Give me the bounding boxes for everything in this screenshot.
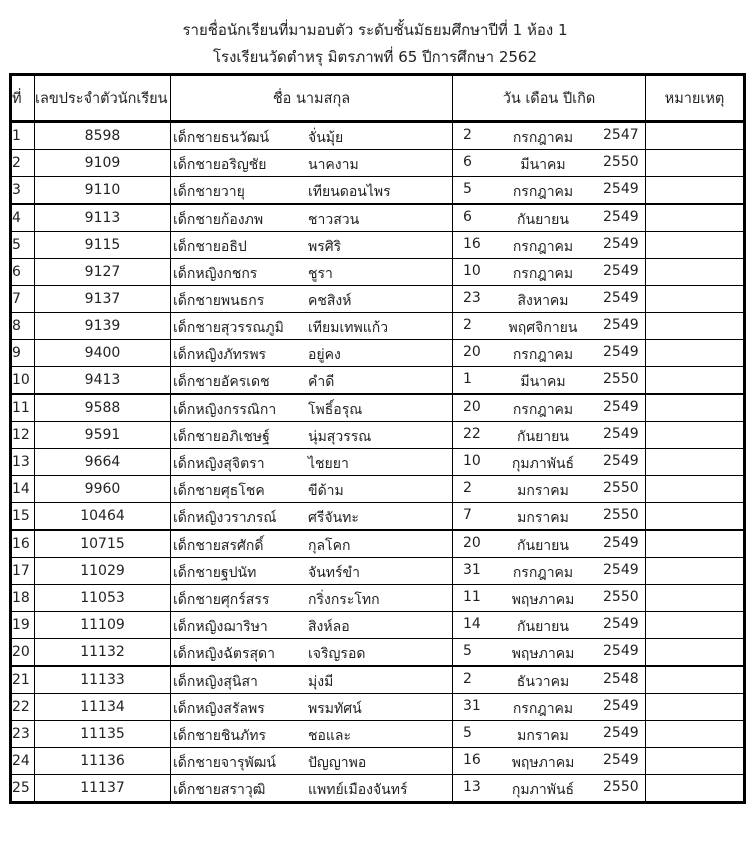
cell-student-id: 8598 — [35, 122, 171, 150]
last-name: เทียมเทพแก้ว — [308, 320, 389, 336]
cell-dob — [453, 612, 646, 639]
cell-no: 16 — [11, 530, 35, 558]
cell-student-id: 9960 — [35, 476, 171, 503]
table-row — [11, 748, 745, 775]
cell-name — [171, 177, 453, 205]
cell-note — [646, 748, 745, 775]
cell-note — [646, 476, 745, 503]
cell-name — [171, 259, 453, 286]
cell-note — [646, 122, 745, 150]
cell-student-id: 11134 — [35, 694, 171, 721]
dob-year: 2549 — [603, 562, 639, 578]
dob-day: 10 — [463, 263, 481, 279]
dob-day: 16 — [463, 752, 481, 768]
cell-name — [171, 150, 453, 177]
cell-student-id: 11029 — [35, 558, 171, 585]
cell-dob — [453, 286, 646, 313]
cell-dob — [453, 232, 646, 259]
table-row — [11, 503, 745, 531]
dob-day: 2 — [463, 317, 472, 333]
last-name: ชูรา — [308, 266, 333, 282]
dob-month: กันยายน — [517, 619, 569, 635]
cell-note — [646, 558, 745, 585]
cell-no: 19 — [11, 612, 35, 639]
cell-dob — [453, 748, 646, 775]
cell-no: 20 — [11, 639, 35, 667]
table-row — [11, 177, 745, 205]
cell-student-id: 9127 — [35, 259, 171, 286]
first-name: เด็กหญิงกรรณิกา — [173, 402, 277, 418]
dob-day: 5 — [463, 725, 472, 741]
cell-dob — [453, 775, 646, 803]
table-row — [11, 422, 745, 449]
cell-dob — [453, 666, 646, 694]
cell-dob — [453, 503, 646, 531]
dob-day: 1 — [463, 371, 472, 387]
dob-day: 6 — [463, 154, 472, 170]
cell-student-id: 11136 — [35, 748, 171, 775]
cell-note — [646, 286, 745, 313]
dob-day: 20 — [463, 399, 481, 415]
dob-day: 20 — [463, 535, 481, 551]
cell-name — [171, 748, 453, 775]
dob-day: 5 — [463, 181, 472, 197]
last-name: สิงห์ลอ — [308, 619, 350, 635]
first-name: เด็กหญิงวราภรณ์ — [173, 510, 277, 526]
dob-day: 10 — [463, 453, 481, 469]
cell-dob — [453, 449, 646, 476]
cell-dob — [453, 204, 646, 232]
table-row — [11, 476, 745, 503]
last-name: อยู่คง — [308, 347, 341, 363]
cell-dob — [453, 367, 646, 395]
first-name: เด็กชายธนวัฒน์ — [173, 130, 270, 146]
cell-note — [646, 177, 745, 205]
dob-year: 2549 — [603, 263, 639, 279]
cell-note — [646, 585, 745, 612]
first-name: เด็กชายอภิเชษฐ์ — [173, 429, 270, 445]
dob-month: พฤศจิกายน — [508, 320, 578, 336]
table-row — [11, 666, 745, 694]
cell-name — [171, 639, 453, 667]
first-name: เด็กหญิงสุนิสา — [173, 674, 258, 690]
dob-day: 11 — [463, 589, 481, 605]
cell-no: 2 — [11, 150, 35, 177]
dob-day: 23 — [463, 290, 481, 306]
student-roster-table — [9, 73, 746, 804]
table-row — [11, 721, 745, 748]
table-row — [11, 313, 745, 340]
cell-note — [646, 340, 745, 367]
last-name: คำดี — [308, 374, 335, 390]
table-row — [11, 775, 745, 803]
cell-note — [646, 422, 745, 449]
cell-dob — [453, 558, 646, 585]
dob-year: 2550 — [603, 507, 639, 523]
dob-day: 5 — [463, 643, 472, 659]
dob-year: 2549 — [603, 317, 639, 333]
first-name: เด็กหญิงฉัตรสุดา — [173, 646, 275, 662]
dob-month: มีนาคม — [520, 374, 566, 390]
cell-dob — [453, 177, 646, 205]
dob-year: 2549 — [603, 643, 639, 659]
dob-year: 2549 — [603, 752, 639, 768]
cell-student-id: 9113 — [35, 204, 171, 232]
cell-note — [646, 313, 745, 340]
first-name: เด็กชายศุธโชค — [173, 483, 265, 499]
cell-student-id: 10715 — [35, 530, 171, 558]
dob-year: 2549 — [603, 616, 639, 632]
last-name: เทียนดอนไพร — [308, 184, 391, 200]
dob-day: 2 — [463, 480, 472, 496]
cell-name — [171, 422, 453, 449]
cell-student-id: 9139 — [35, 313, 171, 340]
cell-student-id: 11109 — [35, 612, 171, 639]
cell-note — [646, 775, 745, 803]
cell-name — [171, 204, 453, 232]
header-note: หมายเหตุ — [646, 75, 745, 122]
dob-month: กุมภาพันธ์ — [511, 782, 575, 798]
last-name: ชอและ — [308, 728, 352, 744]
table-row — [11, 232, 745, 259]
dob-month: มีนาคม — [520, 157, 566, 173]
last-name: ปัญญาพอ — [308, 755, 367, 771]
dob-month: กรกฎาคม — [512, 239, 574, 255]
cell-student-id: 9591 — [35, 422, 171, 449]
cell-dob — [453, 259, 646, 286]
cell-student-id: 11135 — [35, 721, 171, 748]
cell-note — [646, 449, 745, 476]
cell-student-id: 9137 — [35, 286, 171, 313]
table-header-row — [11, 75, 745, 122]
cell-note — [646, 204, 745, 232]
cell-student-id: 9109 — [35, 150, 171, 177]
dob-day: 16 — [463, 236, 481, 252]
dob-year: 2550 — [603, 589, 639, 605]
first-name: เด็กชายอริญชัย — [173, 157, 267, 173]
dob-year: 2550 — [603, 371, 639, 387]
dob-month: ธันวาคม — [516, 674, 570, 690]
cell-no: 22 — [11, 694, 35, 721]
dob-day: 2 — [463, 127, 472, 143]
cell-name — [171, 313, 453, 340]
dob-year: 2549 — [603, 181, 639, 197]
dob-month: กรกฎาคม — [512, 266, 574, 282]
cell-student-id: 10464 — [35, 503, 171, 531]
dob-month: กรกฎาคม — [512, 565, 574, 581]
first-name: เด็กชายฐปนัท — [173, 565, 257, 581]
cell-dob — [453, 150, 646, 177]
cell-name — [171, 530, 453, 558]
cell-student-id: 11053 — [35, 585, 171, 612]
cell-dob — [453, 585, 646, 612]
dob-month: สิงหาคม — [517, 293, 569, 309]
last-name: กุลโคก — [308, 538, 351, 554]
first-name: เด็กหญิงกชกร — [173, 266, 258, 282]
dob-day: 22 — [463, 426, 481, 442]
cell-name — [171, 286, 453, 313]
cell-student-id: 11132 — [35, 639, 171, 667]
table-row — [11, 204, 745, 232]
first-name: เด็กหญิงสุจิตรา — [173, 456, 265, 472]
dob-month: กันยายน — [517, 429, 569, 445]
dob-day: 2 — [463, 671, 472, 687]
cell-name — [171, 721, 453, 748]
cell-note — [646, 232, 745, 259]
dob-month: พฤษภาคม — [511, 646, 575, 662]
first-name: เด็กหญิงสรัลพร — [173, 701, 265, 717]
dob-year: 2549 — [603, 426, 639, 442]
cell-dob — [453, 340, 646, 367]
dob-year: 2549 — [603, 399, 639, 415]
cell-dob — [453, 721, 646, 748]
dob-year: 2550 — [603, 480, 639, 496]
table-row — [11, 259, 745, 286]
cell-no: 25 — [11, 775, 35, 803]
cell-no: 13 — [11, 449, 35, 476]
table-row — [11, 286, 745, 313]
dob-day: 7 — [463, 507, 472, 523]
dob-year: 2548 — [603, 671, 639, 687]
cell-name — [171, 612, 453, 639]
table-row — [11, 585, 745, 612]
cell-note — [646, 530, 745, 558]
dob-year: 2550 — [603, 154, 639, 170]
last-name: จั่นมุ้ย — [308, 130, 344, 146]
dob-day: 20 — [463, 344, 481, 360]
dob-month: พฤษภาคม — [511, 592, 575, 608]
cell-note — [646, 150, 745, 177]
cell-name — [171, 122, 453, 150]
last-name: ชาวสวน — [308, 212, 360, 228]
dob-month: กรกฎาคม — [512, 130, 574, 146]
last-name: นุ่มสุวรรณ — [308, 429, 372, 445]
cell-note — [646, 259, 745, 286]
cell-no: 5 — [11, 232, 35, 259]
header-student-id: เลขประจำตัวนักเรียน — [35, 75, 171, 122]
cell-student-id: 9588 — [35, 394, 171, 422]
document-title: รายชื่อนักเรียนที่มามอบตัว ระดับชั้นมัธยมศึกษาปีที่ 1 ห้อง 1 — [182, 21, 568, 39]
cell-name — [171, 232, 453, 259]
cell-no: 4 — [11, 204, 35, 232]
first-name: เด็กชายสุวรรณภูมิ — [173, 320, 284, 336]
cell-no: 18 — [11, 585, 35, 612]
table-row — [11, 449, 745, 476]
cell-student-id: 9115 — [35, 232, 171, 259]
cell-note — [646, 721, 745, 748]
dob-year: 2549 — [603, 344, 639, 360]
dob-day: 31 — [463, 562, 481, 578]
table-row — [11, 558, 745, 585]
cell-name — [171, 694, 453, 721]
cell-name — [171, 449, 453, 476]
last-name: มุ่งมี — [308, 674, 334, 690]
cell-name — [171, 476, 453, 503]
dob-month: กุมภาพันธ์ — [511, 456, 575, 472]
table-body — [11, 122, 745, 803]
cell-student-id: 9110 — [35, 177, 171, 205]
last-name: ขีด้าม — [308, 483, 344, 499]
cell-dob — [453, 530, 646, 558]
cell-note — [646, 639, 745, 667]
cell-dob — [453, 313, 646, 340]
cell-dob — [453, 476, 646, 503]
first-name: เด็กชายก้องภพ — [173, 212, 264, 228]
first-name: เด็กหญิงภัทรพร — [173, 347, 267, 363]
cell-student-id: 11137 — [35, 775, 171, 803]
dob-year: 2549 — [603, 453, 639, 469]
cell-name — [171, 367, 453, 395]
table-row — [11, 530, 745, 558]
dob-day: 31 — [463, 698, 481, 714]
cell-name — [171, 585, 453, 612]
cell-student-id: 9664 — [35, 449, 171, 476]
cell-no: 7 — [11, 286, 35, 313]
first-name: เด็กชายชินภัทร — [173, 728, 266, 744]
dob-year: 2549 — [603, 725, 639, 741]
dob-month: กรกฎาคม — [512, 701, 574, 717]
cell-no: 8 — [11, 313, 35, 340]
dob-month: กรกฎาคม — [512, 347, 574, 363]
last-name: เจริญรอด — [308, 646, 366, 662]
last-name: แพทย์เมืองจันทร์ — [308, 782, 408, 798]
cell-no: 24 — [11, 748, 35, 775]
first-name: เด็กชายวายุ — [173, 184, 245, 200]
first-name: เด็กชายอธิป — [173, 239, 247, 255]
cell-dob — [453, 122, 646, 150]
dob-month: มกราคม — [517, 483, 569, 499]
dob-month: กรกฎาคม — [512, 184, 574, 200]
cell-note — [646, 394, 745, 422]
cell-name — [171, 558, 453, 585]
last-name: นาคงาม — [308, 157, 359, 173]
dob-month: มกราคม — [517, 728, 569, 744]
cell-student-id: 11133 — [35, 666, 171, 694]
last-name: ไชยยา — [308, 456, 349, 472]
first-name: เด็กชายศุกร์สรร — [173, 592, 270, 608]
last-name: โพธิ์อรุณ — [308, 402, 363, 418]
first-name: เด็กชายสรศักดิ์ — [173, 538, 264, 554]
cell-name — [171, 394, 453, 422]
cell-no: 12 — [11, 422, 35, 449]
table-row — [11, 612, 745, 639]
last-name: คชสิงห์ — [308, 293, 352, 309]
dob-month: กันยายน — [517, 212, 569, 228]
cell-no: 23 — [11, 721, 35, 748]
header-name: ชื่อ นามสกุล — [171, 75, 453, 122]
last-name: พรศิริ — [308, 239, 342, 255]
table-row — [11, 367, 745, 395]
dob-year: 2549 — [603, 535, 639, 551]
cell-no: 21 — [11, 666, 35, 694]
last-name: ศรีจันทะ — [308, 510, 359, 526]
cell-no: 11 — [11, 394, 35, 422]
dob-month: พฤษภาคม — [511, 755, 575, 771]
table-row — [11, 340, 745, 367]
dob-year: 2549 — [603, 290, 639, 306]
cell-no: 14 — [11, 476, 35, 503]
cell-name — [171, 775, 453, 803]
first-name: เด็กชายสราวุฒิ — [173, 782, 266, 798]
table-row — [11, 394, 745, 422]
cell-dob — [453, 422, 646, 449]
cell-note — [646, 503, 745, 531]
dob-year: 2549 — [603, 698, 639, 714]
header-no: ที่ — [11, 75, 35, 122]
cell-no: 17 — [11, 558, 35, 585]
cell-no: 9 — [11, 340, 35, 367]
header-dob: วัน เดือน ปีเกิด — [453, 75, 646, 122]
table-row — [11, 150, 745, 177]
cell-no: 6 — [11, 259, 35, 286]
table-row — [11, 694, 745, 721]
cell-dob — [453, 639, 646, 667]
first-name: เด็กชายจารุพัฒน์ — [173, 755, 276, 771]
dob-day: 14 — [463, 616, 481, 632]
cell-name — [171, 666, 453, 694]
dob-month: มกราคม — [517, 510, 569, 526]
cell-dob — [453, 394, 646, 422]
first-name: เด็กชายพนธกร — [173, 293, 265, 309]
first-name: เด็กชายอัครเดช — [173, 374, 270, 390]
cell-no: 15 — [11, 503, 35, 531]
dob-year: 2550 — [603, 779, 639, 795]
dob-year: 2549 — [603, 236, 639, 252]
cell-dob — [453, 694, 646, 721]
cell-no: 10 — [11, 367, 35, 395]
cell-note — [646, 666, 745, 694]
table-row — [11, 639, 745, 667]
cell-note — [646, 367, 745, 395]
last-name: กริ่งกระโทก — [308, 592, 380, 608]
last-name: จันทร์ขำ — [308, 565, 360, 581]
cell-no: 1 — [11, 122, 35, 150]
first-name: เด็กหญิงฌาริษา — [173, 619, 268, 635]
cell-student-id: 9400 — [35, 340, 171, 367]
cell-note — [646, 612, 745, 639]
cell-note — [646, 694, 745, 721]
dob-month: กันยายน — [517, 538, 569, 554]
table-row — [11, 122, 745, 150]
dob-month: กรกฎาคม — [512, 402, 574, 418]
cell-no: 3 — [11, 177, 35, 205]
dob-year: 2547 — [603, 127, 639, 143]
dob-year: 2549 — [603, 209, 639, 225]
last-name: พรมทัศน์ — [308, 701, 362, 717]
cell-name — [171, 503, 453, 531]
cell-student-id: 9413 — [35, 367, 171, 395]
document-subtitle: โรงเรียนวัดตำหรุ มิตรภาพที่ 65 ปีการศึกษา 2562 — [212, 48, 538, 66]
cell-name — [171, 340, 453, 367]
dob-day: 13 — [463, 779, 481, 795]
dob-day: 6 — [463, 209, 472, 225]
